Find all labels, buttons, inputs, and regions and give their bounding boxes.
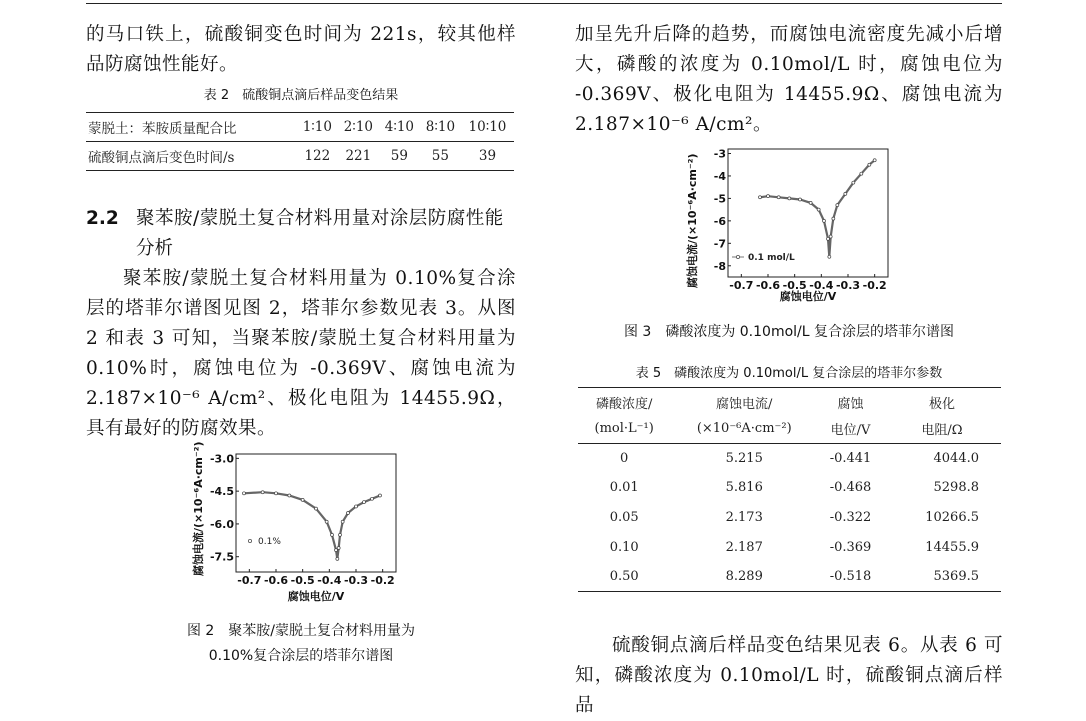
x-tick-label: -0.3 (835, 279, 861, 292)
data-point (829, 235, 832, 238)
data-point (325, 520, 328, 523)
x-tick-label: -0.4 (317, 574, 342, 587)
table5-header: 极化 (928, 397, 955, 413)
table2-row-label: 蒙脱土：苯胺质量配合比 (88, 121, 237, 137)
table-2 (86, 112, 514, 171)
y-tick-label: -4 (713, 169, 726, 183)
table5-header: 电阻/Ω (921, 422, 963, 438)
data-point (355, 505, 358, 508)
data-point (873, 159, 876, 162)
fig2-legend-marker (248, 539, 251, 542)
data-point (243, 492, 246, 495)
table5-cell: 0.10 (609, 539, 639, 555)
table5-cell: 5369.5 (933, 568, 979, 584)
x-tick-label: -0.4 (809, 279, 834, 292)
y-tick-label: -6 (713, 214, 726, 228)
table5-header: (mol·L⁻¹) (594, 420, 654, 436)
table5-cell: -0.468 (829, 480, 872, 496)
x-tick-label: -0.2 (862, 279, 887, 292)
table5-cell: 14455.9 (925, 539, 979, 555)
fig2-plot-frame (236, 454, 396, 572)
data-point (331, 533, 334, 536)
data-point (809, 201, 812, 204)
x-tick-label: -0.5 (290, 574, 315, 587)
fig3-caption: 图 3 磷酸浓度为 0.10mol/L 复合涂层的塔菲尔谱图 (623, 324, 955, 340)
fig3-curve (759, 159, 877, 259)
y-tick-label: -3 (713, 147, 726, 161)
data-point (832, 217, 835, 220)
table2-row-label: 硫酸铜点滴后变色时间/s (88, 150, 235, 166)
table5-header: (×10⁻⁶A·cm⁻²) (696, 420, 792, 436)
section-heading (86, 204, 516, 259)
data-point (777, 196, 780, 199)
section-number: 2.2 (86, 208, 119, 229)
y-tick-label: -7 (713, 237, 726, 251)
y-tick-label: -7.5 (209, 550, 234, 564)
right-para-2: 硫酸铜点滴后样品变色结果见表 6。从表 6 可知，磷酸浓度为 0.10mol/L 时，硫酸铜点滴后样品 (575, 635, 1003, 716)
data-point (335, 549, 338, 552)
table2-cell: 39 (478, 148, 497, 164)
data-point (261, 491, 264, 494)
table5-cell: -0.441 (829, 451, 872, 467)
table5-cell: 8.289 (725, 568, 763, 584)
table-5 (578, 387, 1001, 592)
data-point (767, 195, 770, 198)
x-tick-label: -0.3 (343, 574, 369, 587)
table-row (578, 444, 1001, 474)
data-point (836, 204, 839, 207)
table2-cell: 4∶10 (384, 119, 415, 135)
data-point (288, 494, 291, 497)
table-row (578, 562, 1001, 592)
right-para-1: 加呈先升后降的趋势，而腐蚀电流密度先减小后增大，磷酸的浓度为 0.10mol/L 时，腐蚀电位为 -0.369V、极化电阻为 14455.9Ω、腐蚀电流为 2.187×10⁻⁶ A/cm²。 (575, 24, 1003, 135)
data-point (827, 237, 830, 240)
data-point (828, 255, 831, 258)
fig3-legend-marker (736, 255, 739, 258)
table5-header-2 (578, 414, 1001, 444)
table5-cell: 2.187 (725, 539, 763, 555)
y-tick-label: -3.0 (209, 452, 234, 466)
left-para-1: 的马口铁上，硫酸铜变色时间为 221s，较其他样品防腐蚀性能好。 (86, 24, 516, 75)
table5-header: 磷酸浓度/ (595, 397, 653, 413)
table2-cell: 221 (345, 148, 372, 164)
table2-cell: 2∶10 (343, 119, 373, 135)
x-tick-label: -0.5 (782, 279, 807, 292)
y-tick-label: -6.0 (209, 517, 234, 531)
y-tick-label: -8 (713, 259, 726, 273)
fig2-xlabel: 腐蚀电位/V (287, 590, 345, 603)
x-tick-label: -0.2 (370, 574, 395, 587)
data-point (759, 196, 762, 199)
fig2-ylabel: 腐蚀电流/(×10⁻⁶A·cm⁻²) (192, 441, 205, 576)
data-point (315, 507, 318, 510)
data-point (275, 492, 278, 495)
table5-caption: 表 5 磷酸浓度为 0.10mol/L 复合涂层的塔菲尔参数 (635, 366, 943, 381)
table2-cell: 1∶10 (302, 119, 332, 135)
y-tick-label: -4.5 (209, 485, 234, 499)
data-point (860, 172, 863, 175)
table5-cell: -0.322 (829, 509, 872, 525)
fig3-xlabel: 腐蚀电位/V (779, 290, 837, 303)
data-point (301, 498, 304, 501)
data-point (852, 181, 855, 184)
data-point (336, 557, 339, 560)
data-point (363, 501, 366, 504)
data-point (337, 546, 340, 549)
fig3-ylabel: 腐蚀电流/(×10⁻⁶A·cm⁻²) (686, 153, 699, 288)
table2-cell: 59 (390, 148, 408, 164)
table2-cell: 10∶10 (468, 119, 507, 135)
fig2-curve (243, 491, 382, 561)
data-point (788, 197, 791, 200)
data-point (341, 520, 344, 523)
table5-header: 腐蚀电流/ (716, 397, 773, 413)
table2-cell: 8∶10 (425, 119, 456, 135)
table5-cell: -0.369 (829, 539, 872, 555)
table5-cell: 0.01 (609, 480, 639, 496)
table2-row-ratio (86, 113, 514, 142)
figure-2-chart (186, 441, 406, 606)
table5-cell: 0 (620, 451, 629, 467)
fig2-y-ticks (210, 452, 239, 563)
data-point (868, 163, 871, 166)
fig2-caption-2: 0.10%复合涂层的塔菲尔谱图 (208, 648, 394, 664)
x-tick-label: -0.6 (755, 279, 781, 292)
x-tick-label: -0.7 (729, 279, 754, 292)
table-row (578, 532, 1001, 562)
data-point (823, 219, 826, 222)
table5-cell: -0.518 (829, 568, 872, 584)
table5-cell: 5.816 (725, 480, 763, 496)
figure-3-chart (680, 143, 900, 305)
table2-cell: 122 (304, 148, 331, 164)
data-point (339, 533, 342, 536)
data-point (844, 192, 847, 195)
table-row (578, 473, 1001, 503)
y-tick-label: -5 (713, 192, 726, 206)
table5-header: 电位/V (830, 422, 871, 438)
x-tick-label: -0.6 (263, 574, 289, 587)
x-tick-label: -0.7 (237, 574, 262, 587)
fig2-caption-1: 图 2 聚苯胺/蒙脱土复合材料用量为 (186, 623, 416, 639)
fig3-legend: 0.1 mol/L (748, 253, 795, 263)
data-point (817, 208, 820, 211)
table5-cell: 5.215 (725, 451, 763, 467)
section-title-line2: 分析 (136, 238, 174, 259)
top-rule (86, 3, 1002, 4)
table5-cell: 0.05 (609, 509, 639, 525)
fig2-legend: 0.1% (258, 537, 281, 547)
table2-row-time (86, 142, 514, 171)
table2-caption: 表 2 硫酸铜点滴后样品变色结果 (203, 88, 399, 103)
left-para-2: 聚苯胺/蒙脱土复合材料用量为 0.10%复合涂层的塔菲尔谱图见图 2，塔菲尔参数见表 3。从图 2 和表 3 可知，当聚苯胺/蒙脱土复合材料用量为 0.10%时，腐蚀电位为 -0.369V、腐蚀电流为 2.187×10⁻⁶ A/cm²、极化电阻为 14455.9Ω，具有最好的防腐效果。 (86, 268, 516, 439)
table5-body (578, 444, 1001, 592)
table5-header-1 (578, 388, 1001, 414)
data-point (799, 198, 802, 201)
table5-header: 腐蚀 (837, 397, 864, 413)
table-row (578, 503, 1001, 533)
table5-cell: 0.50 (609, 568, 639, 584)
table5-cell: 2.173 (725, 509, 763, 525)
table2-cell: 55 (431, 148, 449, 164)
table5-cell: 10266.5 (925, 509, 979, 525)
data-point (347, 512, 350, 515)
table5-cell: 5298.8 (933, 480, 979, 496)
section-title-line1: 聚苯胺/蒙脱土复合材料用量对涂层防腐性能 (136, 208, 504, 229)
table5-cell: 4044.0 (933, 451, 979, 467)
series-line (244, 492, 380, 559)
data-point (379, 494, 382, 497)
data-point (371, 497, 374, 500)
